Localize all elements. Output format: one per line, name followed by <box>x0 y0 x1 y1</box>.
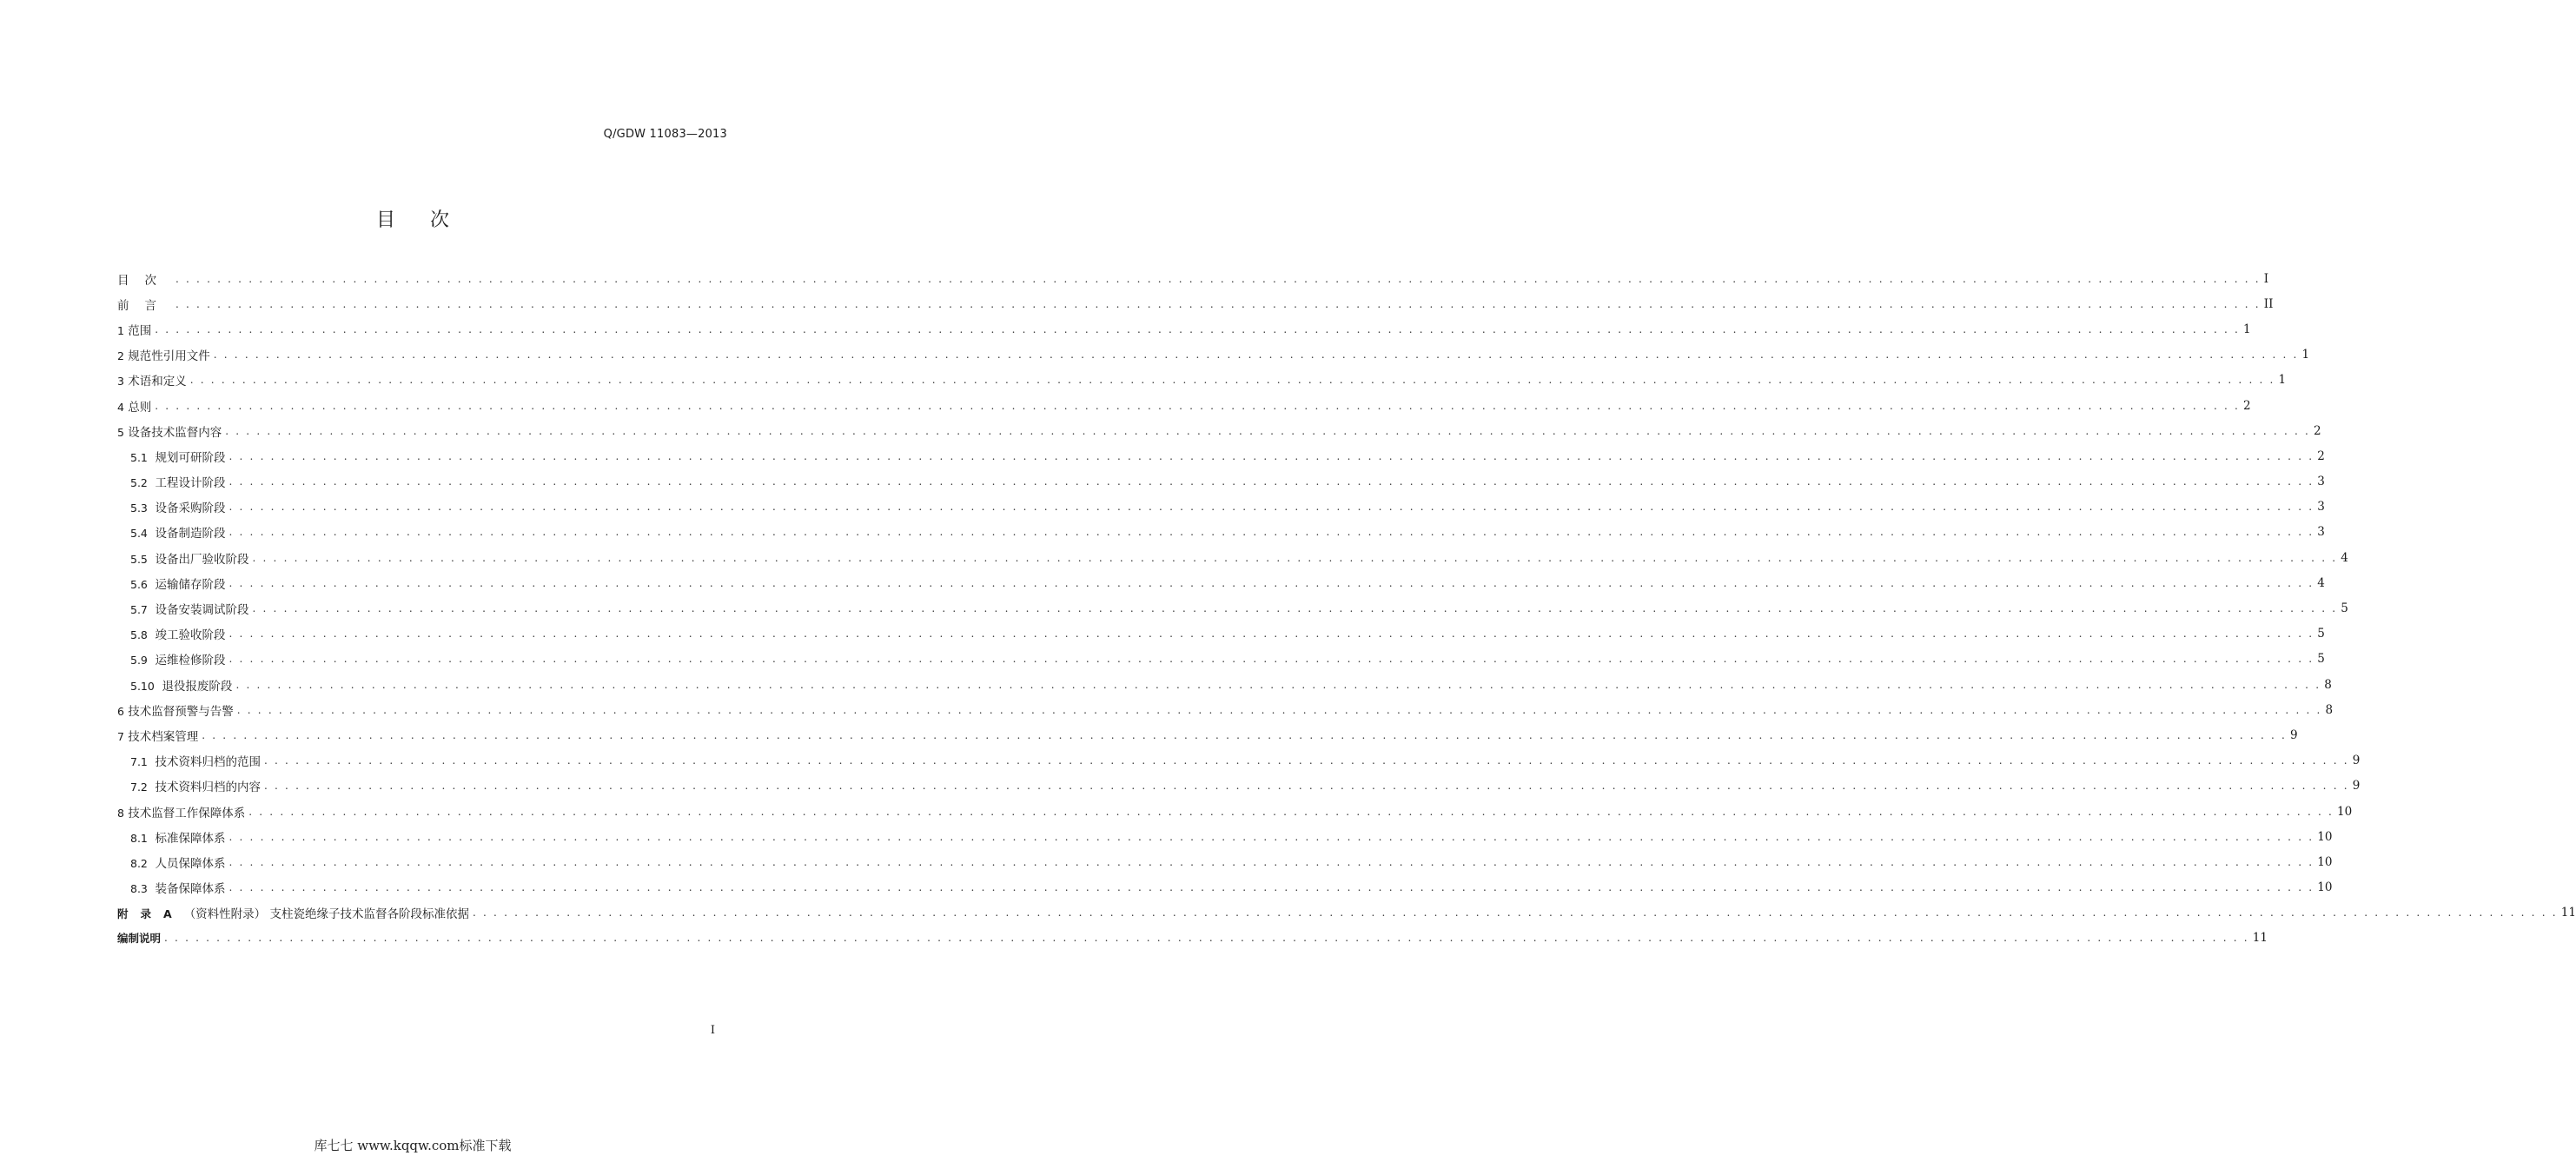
dot-leader: . . . . . . . . . . . . . . . . . . . . . . . . . . . . . . . . . . . . . . . . . . . . . . . . . . . . . . . . . . . . . . . . . . . . . . . . . . . . . . . . . . . . . . . . . . . . . . . . . . . . . . . . . . . . . . . . . . . . . . . . . . . . . . . . . . . . . . . . . . . . . . . . . . . . . . . . . . . . . . . . . . . . . . . . . . . . . . . . . . . . . . . . . . . . . . . . . . . . . . . . <box>155 399 2241 412</box>
toc-entry-text: 标准保障体系 <box>155 831 226 846</box>
dot-leader: . . . . . . . . . . . . . . . . . . . . . . . . . . . . . . . . . . . . . . . . . . . . . . . . . . . . . . . . . . . . . . . . . . . . . . . . . . . . . . . . . . . . . . . . . . . . . . . . . . . . . . . . . . . . . . . . . . . . . . . . . . . . . . . . . . . . . . . . . . . . . . . . . . . . . . . . . . . . . . . . . . . . . . . . . . . . . . . . . . . . . . . . . . . . . . . . . . . . . . . . <box>225 424 2311 437</box>
dot-leader: . . . . . . . . . . . . . . . . . . . . . . . . . . . . . . . . . . . . . . . . . . . . . . . . . . . . . . . . . . . . . . . . . . . . . . . . . . . . . . . . . . . . . . . . . . . . . . . . . . . . . . . . . . . . . . . . . . . . . . . . . . . . . . . . . . . . . . . . . . . . . . . . . . . . . . . . . . . . . . . . . . . . . . . . . . . . . . . . . . . . . . . . . . . . . . . . . . . . . . . . <box>202 728 2288 741</box>
toc-entry-label <box>117 625 228 642</box>
toc-entry-notes[interactable] <box>117 926 2268 951</box>
toc-entry-number: 8.2 <box>130 856 148 870</box>
toc-entry-page: 8 <box>2325 702 2334 717</box>
toc-entry-text: 设备制造阶段 <box>155 527 226 541</box>
toc-entry-text: 范围 <box>128 323 152 338</box>
toc-entry[interactable] <box>117 393 2251 418</box>
toc-entry[interactable] <box>117 316 2251 342</box>
toc-entry-page: 2 <box>2243 398 2251 413</box>
toc-entry[interactable] <box>117 545 2348 570</box>
toc-entry[interactable] <box>117 570 2325 595</box>
toc-entry-label <box>117 296 175 313</box>
toc-entry-text: 技术档案管理 <box>128 729 199 744</box>
footer-watermark: 库七七 www.kqqw.com标准下载 <box>314 1138 512 1153</box>
toc-entry[interactable] <box>117 495 2325 520</box>
toc-entry-page: 2 <box>2317 448 2325 463</box>
toc-entry-text: 目次 <box>117 273 172 288</box>
toc-entry-text: 运维检修阶段 <box>155 654 226 668</box>
toc-entry-number: 7 <box>117 729 124 743</box>
toc-entry-page: 10 <box>2317 854 2333 869</box>
toc-entry-page: 2 <box>2314 423 2321 438</box>
toc-entry-appendix[interactable] <box>117 900 2576 926</box>
toc-entry-text: 设备安装调试阶段 <box>155 603 249 618</box>
toc-entry-label <box>117 828 228 846</box>
toc-entry-label <box>117 371 190 389</box>
toc-entry-number: 8 <box>117 806 124 820</box>
toc-entry[interactable] <box>117 722 2298 747</box>
toc-entry-label <box>117 498 228 515</box>
dot-leader: . . . . . . . . . . . . . . . . . . . . . . . . . . . . . . . . . . . . . . . . . . . . . . . . . . . . . . . . . . . . . . . . . . . . . . . . . . . . . . . . . . . . . . . . . . . . . . . . . . . . . . . . . . . . . . . . . . . . . . . . . . . . . . . . . . . . . . . . . . . . . . . . . . . . . . . . . . . . . . . . . . . . . . . . . . . . . . . . . . . . . . . . . . . . . . . . . . . . . . . . <box>213 349 2299 362</box>
toc-entry[interactable] <box>117 799 2353 824</box>
toc-entry-page: 1 <box>2243 322 2251 336</box>
dot-leader: . . . . . . . . . . . . . . . . . . . . . . . . . . . . . . . . . . . . . . . . . . . . . . . . . . . . . . . . . . . . . . . . . . . . . . . . . . . . . . . . . . . . . . . . . . . . . . . . . . . . . . . . . . . . . . . . . . . . . . . . . . . . . . . . . . . . . . . . . . . . . . . . . . . . . . . . . . . . . . . . . . . . . . . . . . . . . . . . . . . . . . . . . . . . . . . . . . . . . . . . <box>189 374 2275 387</box>
toc-entry-label <box>117 270 175 288</box>
toc-entry[interactable] <box>117 469 2325 495</box>
toc-entry-number: 7.1 <box>130 755 148 769</box>
dot-leader: . . . . . . . . . . . . . . . . . . . . . . . . . . . . . . . . . . . . . . . . . . . . . . . . . . . . . . . . . . . . . . . . . . . . . . . . . . . . . . . . . . . . . . . . . . . . . . . . . . . . . . . . . . . . . . . . . . . . . . . . . . . . . . . . . . . . . . . . . . . . . . . . . . . . . . . . . . . . . . . . . . . . . . . . . . . . . . . . . . . . . . . . . . . . . . . . . . . . . . . . <box>228 830 2314 843</box>
toc-entry-number: 2 <box>117 349 124 363</box>
toc-entry-label <box>117 676 235 694</box>
toc-entry-label <box>117 523 228 541</box>
toc-entry-label <box>117 803 248 820</box>
toc-entry-page: 11 <box>2252 931 2268 946</box>
toc-entry-text: 装备保障体系 <box>155 882 226 897</box>
toc-entry[interactable] <box>117 520 2325 545</box>
toc-entry-label <box>117 549 252 567</box>
toc-entry[interactable] <box>117 342 2310 368</box>
toc-entry[interactable] <box>117 774 2361 799</box>
toc-entry[interactable] <box>117 824 2333 849</box>
dot-leader: . . . . . . . . . . . . . . . . . . . . . . . . . . . . . . . . . . . . . . . . . . . . . . . . . . . . . . . . . . . . . . . . . . . . . . . . . . . . . . . . . . . . . . . . . . . . . . . . . . . . . . . . . . . . . . . . . . . . . . . . . . . . . . . . . . . . . . . . . . . . . . . . . . . . . . . . . . . . . . . . . . . . . . . . . . . . . . . . . . . . . . . . . . . . . . . . . . . . . . . . <box>228 526 2314 539</box>
toc-entry-page: 8 <box>2324 677 2332 692</box>
toc-entry-number: 1 <box>117 323 124 337</box>
page-title: 目次 <box>375 209 484 231</box>
dot-leader: . . . . . . . . . . . . . . . . . . . . . . . . . . . . . . . . . . . . . . . . . . . . . . . . . . . . . . . . . . . . . . . . . . . . . . . . . . . . . . . . . . . . . . . . . . . . . . . . . . . . . . . . . . . . . . . . . . . . . . . . . . . . . . . . . . . . . . . . . . . . . . . . . . . . . . . . . . . . . . . . . . . . . . . . . . . . . . . . . . . . . . . . . . . . . . . . . . . . . . . . <box>228 855 2314 868</box>
toc-entry-page: 9 <box>2352 754 2361 768</box>
toc-entry-text: 工程设计阶段 <box>155 476 226 491</box>
toc-entry-text: 技术资料归档的范围 <box>155 755 261 770</box>
dot-leader: . . . . . . . . . . . . . . . . . . . . . . . . . . . . . . . . . . . . . . . . . . . . . . . . . . . . . . . . . . . . . . . . . . . . . . . . . . . . . . . . . . . . . . . . . . . . . . . . . . . . . . . . . . . . . . . . . . . . . . . . . . . . . . . . . . . . . . . . . . . . . . . . . . . . . . . . . . . . . . . . . . . . . . . . . . . . . . . . . . . . . . . . . . . . . . . . . . . . . . . . <box>236 703 2322 716</box>
toc-entry-label <box>117 397 155 415</box>
toc-entry[interactable] <box>117 418 2321 443</box>
dot-leader: . . . . . . . . . . . . . . . . . . . . . . . . . . . . . . . . . . . . . . . . . . . . . . . . . . . . . . . . . . . . . . . . . . . . . . . . . . . . . . . . . . . . . . . . . . . . . . . . . . . . . . . . . . . . . . . . . . . . . . . . . . . . . . . . . . . . . . . . . . . . . . . . . . . . . . . . . . . . . . . . . . . . . . . . . . . . . . . . . . . . . . . . . . . . . . . . . . . . . . . . <box>175 272 2261 285</box>
toc-entry-label <box>117 727 202 744</box>
toc-entry-number: 3 <box>117 375 124 389</box>
toc-entry[interactable] <box>117 266 2269 291</box>
toc-entry-text: 技术监督预警与告警 <box>128 704 234 719</box>
toc-entry-label <box>117 448 228 465</box>
toc-entry-number: 5.1 <box>130 450 148 464</box>
toc-entry-number: 5.9 <box>130 654 148 668</box>
dot-leader: . . . . . . . . . . . . . . . . . . . . . . . . . . . . . . . . . . . . . . . . . . . . . . . . . . . . . . . . . . . . . . . . . . . . . . . . . . . . . . . . . . . . . . . . . . . . . . . . . . . . . . . . . . . . . . . . . . . . . . . . . . . . . . . . . . . . . . . . . . . . . . . . . . . . . . . . . . . . . . . . . . . . . . . . . . . . . . . . . . . . . . . . . . . . . . . . . . . . . . . . <box>252 602 2338 615</box>
toc-entry-page: 10 <box>2337 804 2353 819</box>
toc-entry-label <box>117 752 264 769</box>
dot-leader: . . . . . . . . . . . . . . . . . . . . . . . . . . . . . . . . . . . . . . . . . . . . . . . . . . . . . . . . . . . . . . . . . . . . . . . . . . . . . . . . . . . . . . . . . . . . . . . . . . . . . . . . . . . . . . . . . . . . . . . . . . . . . . . . . . . . . . . . . . . . . . . . . . . . . . . . . . . . . . . . . . . . . . . . . . . . . . . . . . . . . . . . . . . . . . . . . . . . . . . . <box>248 805 2334 818</box>
appendix-title: （资料性附录） 支柱瓷绝缘子技术监督各阶段标准依据 <box>183 907 469 922</box>
toc-entry-text: 规范性引用文件 <box>128 349 210 364</box>
toc-entry-label <box>117 321 155 338</box>
toc-entry-text: 技术资料归档的内容 <box>155 780 261 795</box>
table-of-contents <box>117 266 2576 951</box>
toc-entry-number: 5 <box>117 425 124 439</box>
toc-entry[interactable] <box>117 748 2361 774</box>
toc-entry-text: 术语和定义 <box>128 375 187 389</box>
toc-entry[interactable] <box>117 621 2325 647</box>
toc-entry-label <box>117 904 473 921</box>
toc-entry-text: 运输储存阶段 <box>155 577 226 592</box>
toc-entry-page: II <box>2263 296 2274 311</box>
toc-entry-label <box>117 930 164 946</box>
toc-entry-number: 5.7 <box>130 603 148 617</box>
dot-leader: . . . . . . . . . . . . . . . . . . . . . . . . . . . . . . . . . . . . . . . . . . . . . . . . . . . . . . . . . . . . . . . . . . . . . . . . . . . . . . . . . . . . . . . . . . . . . . . . . . . . . . . . . . . . . . . . . . . . . . . . . . . . . . . . . . . . . . . . . . . . . . . . . . . . . . . . . . . . . . . . . . . . . . . . . . . . . . . . . . . . . . . . . . . . . . . . . . . . . . . . <box>228 628 2314 641</box>
toc-entry-label <box>117 346 214 363</box>
dot-leader: . . . . . . . . . . . . . . . . . . . . . . . . . . . . . . . . . . . . . . . . . . . . . . . . . . . . . . . . . . . . . . . . . . . . . . . . . . . . . . . . . . . . . . . . . . . . . . . . . . . . . . . . . . . . . . . . . . . . . . . . . . . . . . . . . . . . . . . . . . . . . . . . . . . . . . . . . . . . . . . . . . . . . . . . . . . . . . . . . . . . . . . . . . . . . . . . . . . . . . . . <box>228 576 2314 589</box>
dot-leader: . . . . . . . . . . . . . . . . . . . . . . . . . . . . . . . . . . . . . . . . . . . . . . . . . . . . . . . . . . . . . . . . . . . . . . . . . . . . . . . . . . . . . . . . . . . . . . . . . . . . . . . . . . . . . . . . . . . . . . . . . . . . . . . . . . . . . . . . . . . . . . . . . . . . . . . . . . . . . . . . . . . . . . . . . . . . . . . . . . . . . . . . . . . . . . . . . . . . . . . . <box>164 932 2249 945</box>
toc-entry-text: 竣工验收阶段 <box>155 628 226 643</box>
toc-entry-number: 8.1 <box>130 831 148 845</box>
toc-entry-page: 5 <box>2317 627 2325 641</box>
dot-leader: . . . . . . . . . . . . . . . . . . . . . . . . . . . . . . . . . . . . . . . . . . . . . . . . . . . . . . . . . . . . . . . . . . . . . . . . . . . . . . . . . . . . . . . . . . . . . . . . . . . . . . . . . . . . . . . . . . . . . . . . . . . . . . . . . . . . . . . . . . . . . . . . . . . . . . . . . . . . . . . . . . . . . . . . . . . . . . . . . . . . . . . . . . . . . . . . . . . . . . . . <box>235 678 2321 691</box>
toc-entry[interactable] <box>117 443 2325 468</box>
appendix-prefix: 附录A <box>117 907 184 921</box>
toc-entry-label <box>117 650 228 668</box>
toc-entry-label <box>117 777 264 794</box>
toc-entry-text: 规划可研阶段 <box>155 450 226 465</box>
toc-entry-label <box>117 575 228 592</box>
dot-leader: . . . . . . . . . . . . . . . . . . . . . . . . . . . . . . . . . . . . . . . . . . . . . . . . . . . . . . . . . . . . . . . . . . . . . . . . . . . . . . . . . . . . . . . . . . . . . . . . . . . . . . . . . . . . . . . . . . . . . . . . . . . . . . . . . . . . . . . . . . . . . . . . . . . . . . . . . . . . . . . . . . . . . . . . . . . . . . . . . . . . . . . . . . . . . . . . . . . . . . . . <box>228 449 2314 462</box>
toc-entry[interactable] <box>117 291 2274 316</box>
toc-entry-page: 5 <box>2341 601 2348 616</box>
toc-entry[interactable] <box>117 875 2333 900</box>
toc-entry-text: 退役报废阶段 <box>162 679 233 694</box>
toc-entry-number: 5.5 <box>130 552 148 566</box>
toc-entry-page: 5 <box>2317 652 2325 667</box>
toc-entry-page: 4 <box>2341 550 2348 565</box>
toc-entry-label <box>117 600 252 617</box>
toc-entry-number: 5.8 <box>130 628 148 642</box>
dot-leader: . . . . . . . . . . . . . . . . . . . . . . . . . . . . . . . . . . . . . . . . . . . . . . . . . . . . . . . . . . . . . . . . . . . . . . . . . . . . . . . . . . . . . . . . . . . . . . . . . . . . . . . . . . . . . . . . . . . . . . . . . . . . . . . . . . . . . . . . . . . . . . . . . . . . . . . . . . . . . . . . . . . . . . . . . . . . . . . . . . . . . . . . . . . . . . . . . . . . . . . . <box>155 322 2241 335</box>
dot-leader: . . . . . . . . . . . . . . . . . . . . . . . . . . . . . . . . . . . . . . . . . . . . . . . . . . . . . . . . . . . . . . . . . . . . . . . . . . . . . . . . . . . . . . . . . . . . . . . . . . . . . . . . . . . . . . . . . . . . . . . . . . . . . . . . . . . . . . . . . . . . . . . . . . . . . . . . . . . . . . . . . . . . . . . . . . . . . . . . . . . . . . . . . . . . . . . . . . . . . . . . <box>252 551 2338 564</box>
toc-entry-text: 设备技术监督内容 <box>128 425 222 440</box>
toc-entry-label <box>117 701 237 719</box>
toc-entry-label <box>117 879 228 896</box>
toc-entry-number: 6 <box>117 704 124 718</box>
toc-entry-text: 设备采购阶段 <box>155 501 226 516</box>
toc-entry-label <box>117 473 228 490</box>
dot-leader: . . . . . . . . . . . . . . . . . . . . . . . . . . . . . . . . . . . . . . . . . . . . . . . . . . . . . . . . . . . . . . . . . . . . . . . . . . . . . . . . . . . . . . . . . . . . . . . . . . . . . . . . . . . . . . . . . . . . . . . . . . . . . . . . . . . . . . . . . . . . . . . . . . . . . . . . . . . . . . . . . . . . . . . . . . . . . . . . . . . . . . . . . . . . . . . . . . . . . . . . <box>228 881 2314 894</box>
toc-entry-page: 3 <box>2317 525 2325 540</box>
toc-entry-text: 人员保障体系 <box>155 856 226 871</box>
toc-entry-text: 前言 <box>117 298 172 313</box>
dot-leader: . . . . . . . . . . . . . . . . . . . . . . . . . . . . . . . . . . . . . . . . . . . . . . . . . . . . . . . . . . . . . . . . . . . . . . . . . . . . . . . . . . . . . . . . . . . . . . . . . . . . . . . . . . . . . . . . . . . . . . . . . . . . . . . . . . . . . . . . . . . . . . . . . . . . . . . . . . . . . . . . . . . . . . . . . . . . . . . . . . . . . . . . . . . . . . . . . . . . . . . . <box>228 501 2314 514</box>
toc-entry-label <box>117 422 225 440</box>
dot-leader: . . . . . . . . . . . . . . . . . . . . . . . . . . . . . . . . . . . . . . . . . . . . . . . . . . . . . . . . . . . . . . . . . . . . . . . . . . . . . . . . . . . . . . . . . . . . . . . . . . . . . . . . . . . . . . . . . . . . . . . . . . . . . . . . . . . . . . . . . . . . . . . . . . . . . . . . . . . . . . . . . . . . . . . . . . . . . . . . . . . . . . . . . . . . . . . . . . . . . . . . <box>263 780 2349 793</box>
dot-leader: . . . . . . . . . . . . . . . . . . . . . . . . . . . . . . . . . . . . . . . . . . . . . . . . . . . . . . . . . . . . . . . . . . . . . . . . . . . . . . . . . . . . . . . . . . . . . . . . . . . . . . . . . . . . . . . . . . . . . . . . . . . . . . . . . . . . . . . . . . . . . . . . . . . . . . . . . . . . . . . . . . . . . . . . . . . . . . . . . . . . . . . . . . . . . . . . . . . . . . . . <box>175 297 2261 310</box>
toc-entry-number: 7.2 <box>130 780 148 794</box>
toc-entry[interactable] <box>117 595 2348 621</box>
toc-entry-number: 5.10 <box>130 679 155 693</box>
toc-entry-page: 3 <box>2317 475 2325 489</box>
toc-entry[interactable] <box>117 368 2287 393</box>
document-code: Q/GDW 11083—2013 <box>603 128 727 141</box>
toc-entry-text: 设备出厂验收阶段 <box>155 552 249 567</box>
toc-entry-page: 10 <box>2317 829 2333 844</box>
toc-entry-page: 1 <box>2301 348 2310 362</box>
toc-entry[interactable] <box>117 697 2334 722</box>
page-number: I <box>710 1024 715 1037</box>
toc-entry-page: 1 <box>2278 373 2287 388</box>
toc-entry-number: 5.6 <box>130 577 148 591</box>
toc-entry-page: 9 <box>2290 727 2298 742</box>
toc-entry-label <box>117 854 228 871</box>
notes-title: 编制说明 <box>117 932 162 946</box>
toc-entry-page: 11 <box>2560 906 2576 920</box>
toc-entry-number: 5.4 <box>130 527 148 541</box>
toc-entry[interactable] <box>117 672 2332 697</box>
toc-entry[interactable] <box>117 647 2325 672</box>
toc-entry-page: 3 <box>2317 500 2325 515</box>
toc-entry[interactable] <box>117 849 2333 874</box>
toc-entry-page: 10 <box>2317 880 2333 895</box>
dot-leader: . . . . . . . . . . . . . . . . . . . . . . . . . . . . . . . . . . . . . . . . . . . . . . . . . . . . . . . . . . . . . . . . . . . . . . . . . . . . . . . . . . . . . . . . . . . . . . . . . . . . . . . . . . . . . . . . . . . . . . . . . . . . . . . . . . . . . . . . . . . . . . . . . . . . . . . . . . . . . . . . . . . . . . . . . . . . . . . . . . . . . . . . . . . . . . . . . . . . . . . . <box>263 754 2349 767</box>
dot-leader: . . . . . . . . . . . . . . . . . . . . . . . . . . . . . . . . . . . . . . . . . . . . . . . . . . . . . . . . . . . . . . . . . . . . . . . . . . . . . . . . . . . . . . . . . . . . . . . . . . . . . . . . . . . . . . . . . . . . . . . . . . . . . . . . . . . . . . . . . . . . . . . . . . . . . . . . . . . . . . . . . . . . . . . . . . . . . . . . . . . . . . . . . . . . . . . . . . . . . . . . <box>228 475 2314 488</box>
toc-entry-page: 9 <box>2352 779 2361 794</box>
toc-entry-page: 4 <box>2317 575 2325 590</box>
toc-entry-text: 总则 <box>128 400 152 415</box>
toc-entry-text: 技术监督工作保障体系 <box>128 806 246 820</box>
toc-entry-number: 8.3 <box>130 882 148 896</box>
dot-leader: . . . . . . . . . . . . . . . . . . . . . . . . . . . . . . . . . . . . . . . . . . . . . . . . . . . . . . . . . . . . . . . . . . . . . . . . . . . . . . . . . . . . . . . . . . . . . . . . . . . . . . . . . . . . . . . . . . . . . . . . . . . . . . . . . . . . . . . . . . . . . . . . . . . . . . . . . . . . . . . . . . . . . . . . . . . . . . . . . . . . . . . . . . . . . . . . . . . . . . . . <box>472 907 2558 920</box>
toc-entry-page: I <box>2263 271 2269 286</box>
toc-entry-number: 5.3 <box>130 501 148 515</box>
toc-entry-number: 5.2 <box>130 476 148 490</box>
dot-leader: . . . . . . . . . . . . . . . . . . . . . . . . . . . . . . . . . . . . . . . . . . . . . . . . . . . . . . . . . . . . . . . . . . . . . . . . . . . . . . . . . . . . . . . . . . . . . . . . . . . . . . . . . . . . . . . . . . . . . . . . . . . . . . . . . . . . . . . . . . . . . . . . . . . . . . . . . . . . . . . . . . . . . . . . . . . . . . . . . . . . . . . . . . . . . . . . . . . . . . . . <box>228 653 2314 666</box>
toc-entry-number: 4 <box>117 400 124 414</box>
